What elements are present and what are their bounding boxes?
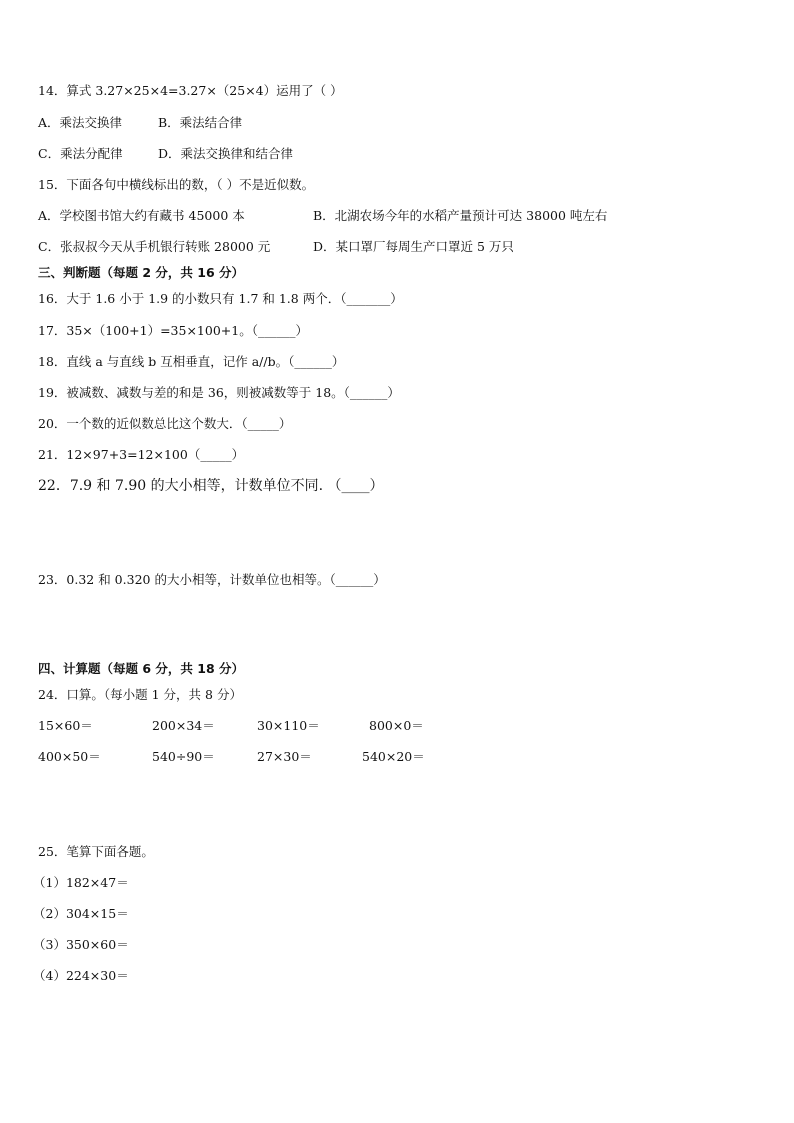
- question-14-option-b: B．乘法结合律: [158, 115, 243, 130]
- question-20: 20．一个数的近似数总比这个数大．（_____）: [38, 416, 292, 431]
- question-21: 21．12×97+3=12×100（_____）: [38, 447, 245, 462]
- question-15-option-a: A．学校图书馆大约有藏书 45000 本: [38, 208, 245, 223]
- question-23: 23．0.32 和 0.320 的大小相等，计数单位也相等。（______）: [38, 572, 386, 587]
- question-14-option-a: A．乘法交换律: [38, 115, 123, 130]
- oral-calc-item: 15×60＝: [38, 718, 93, 733]
- question-14-option-c: C．乘法分配律: [38, 146, 123, 161]
- question-18: 18．直线 a 与直线 b 互相垂直，记作 a//b。（______）: [38, 354, 345, 369]
- question-15-option-c: C．张叔叔今天从手机银行转账 28000 元: [38, 239, 271, 254]
- question-16: 16．大于 1.6 小于 1.9 的小数只有 1.7 和 1.8 两个．（_______）: [38, 291, 403, 306]
- question-14-stem: 14．算式 3.27×25×4=3.27×（25×4）运用了（ ）: [38, 83, 343, 98]
- oral-calc-item: 540×20＝: [362, 749, 425, 764]
- question-24-stem: 24．口算。（每小题 1 分，共 8 分）: [38, 687, 242, 702]
- question-14-option-d: D．乘法交换律和结合律: [158, 146, 294, 161]
- section-3-title: 三、判断题（每题 2 分，共 16 分）: [38, 265, 245, 280]
- oral-calc-item: 540÷90＝: [152, 749, 215, 764]
- question-17: 17．35×（100+1）=35×100+1。（______）: [38, 323, 308, 338]
- written-calc-item: （2）304×15＝: [33, 906, 129, 921]
- question-15-option-b: B．北湖农场今年的水稻产量预计可达 38000 吨左右: [313, 208, 608, 223]
- written-calc-item: （4）224×30＝: [33, 968, 129, 983]
- section-4-title: 四、计算题（每题 6 分，共 18 分）: [38, 661, 245, 676]
- question-15-stem: 15．下面各句中横线标出的数，（ ）不是近似数。: [38, 177, 315, 192]
- oral-calc-item: 30×110＝: [257, 718, 320, 733]
- question-25-stem: 25．笔算下面各题。: [38, 844, 154, 859]
- oral-calc-item: 800×0＝: [369, 718, 424, 733]
- question-15-option-d: D．某口罩厂每周生产口罩近 5 万只: [313, 239, 514, 254]
- question-22: 22．7.9 和 7.90 的大小相等，计数单位不同. （____）: [38, 478, 384, 494]
- oral-calc-item: 400×50＝: [38, 749, 101, 764]
- written-calc-item: （3）350×60＝: [33, 937, 129, 952]
- oral-calc-item: 200×34＝: [152, 718, 215, 733]
- question-19: 19．被减数、减数与差的和是 36，则被减数等于 18。（______）: [38, 385, 400, 400]
- oral-calc-item: 27×30＝: [257, 749, 312, 764]
- written-calc-item: （1）182×47＝: [33, 875, 129, 890]
